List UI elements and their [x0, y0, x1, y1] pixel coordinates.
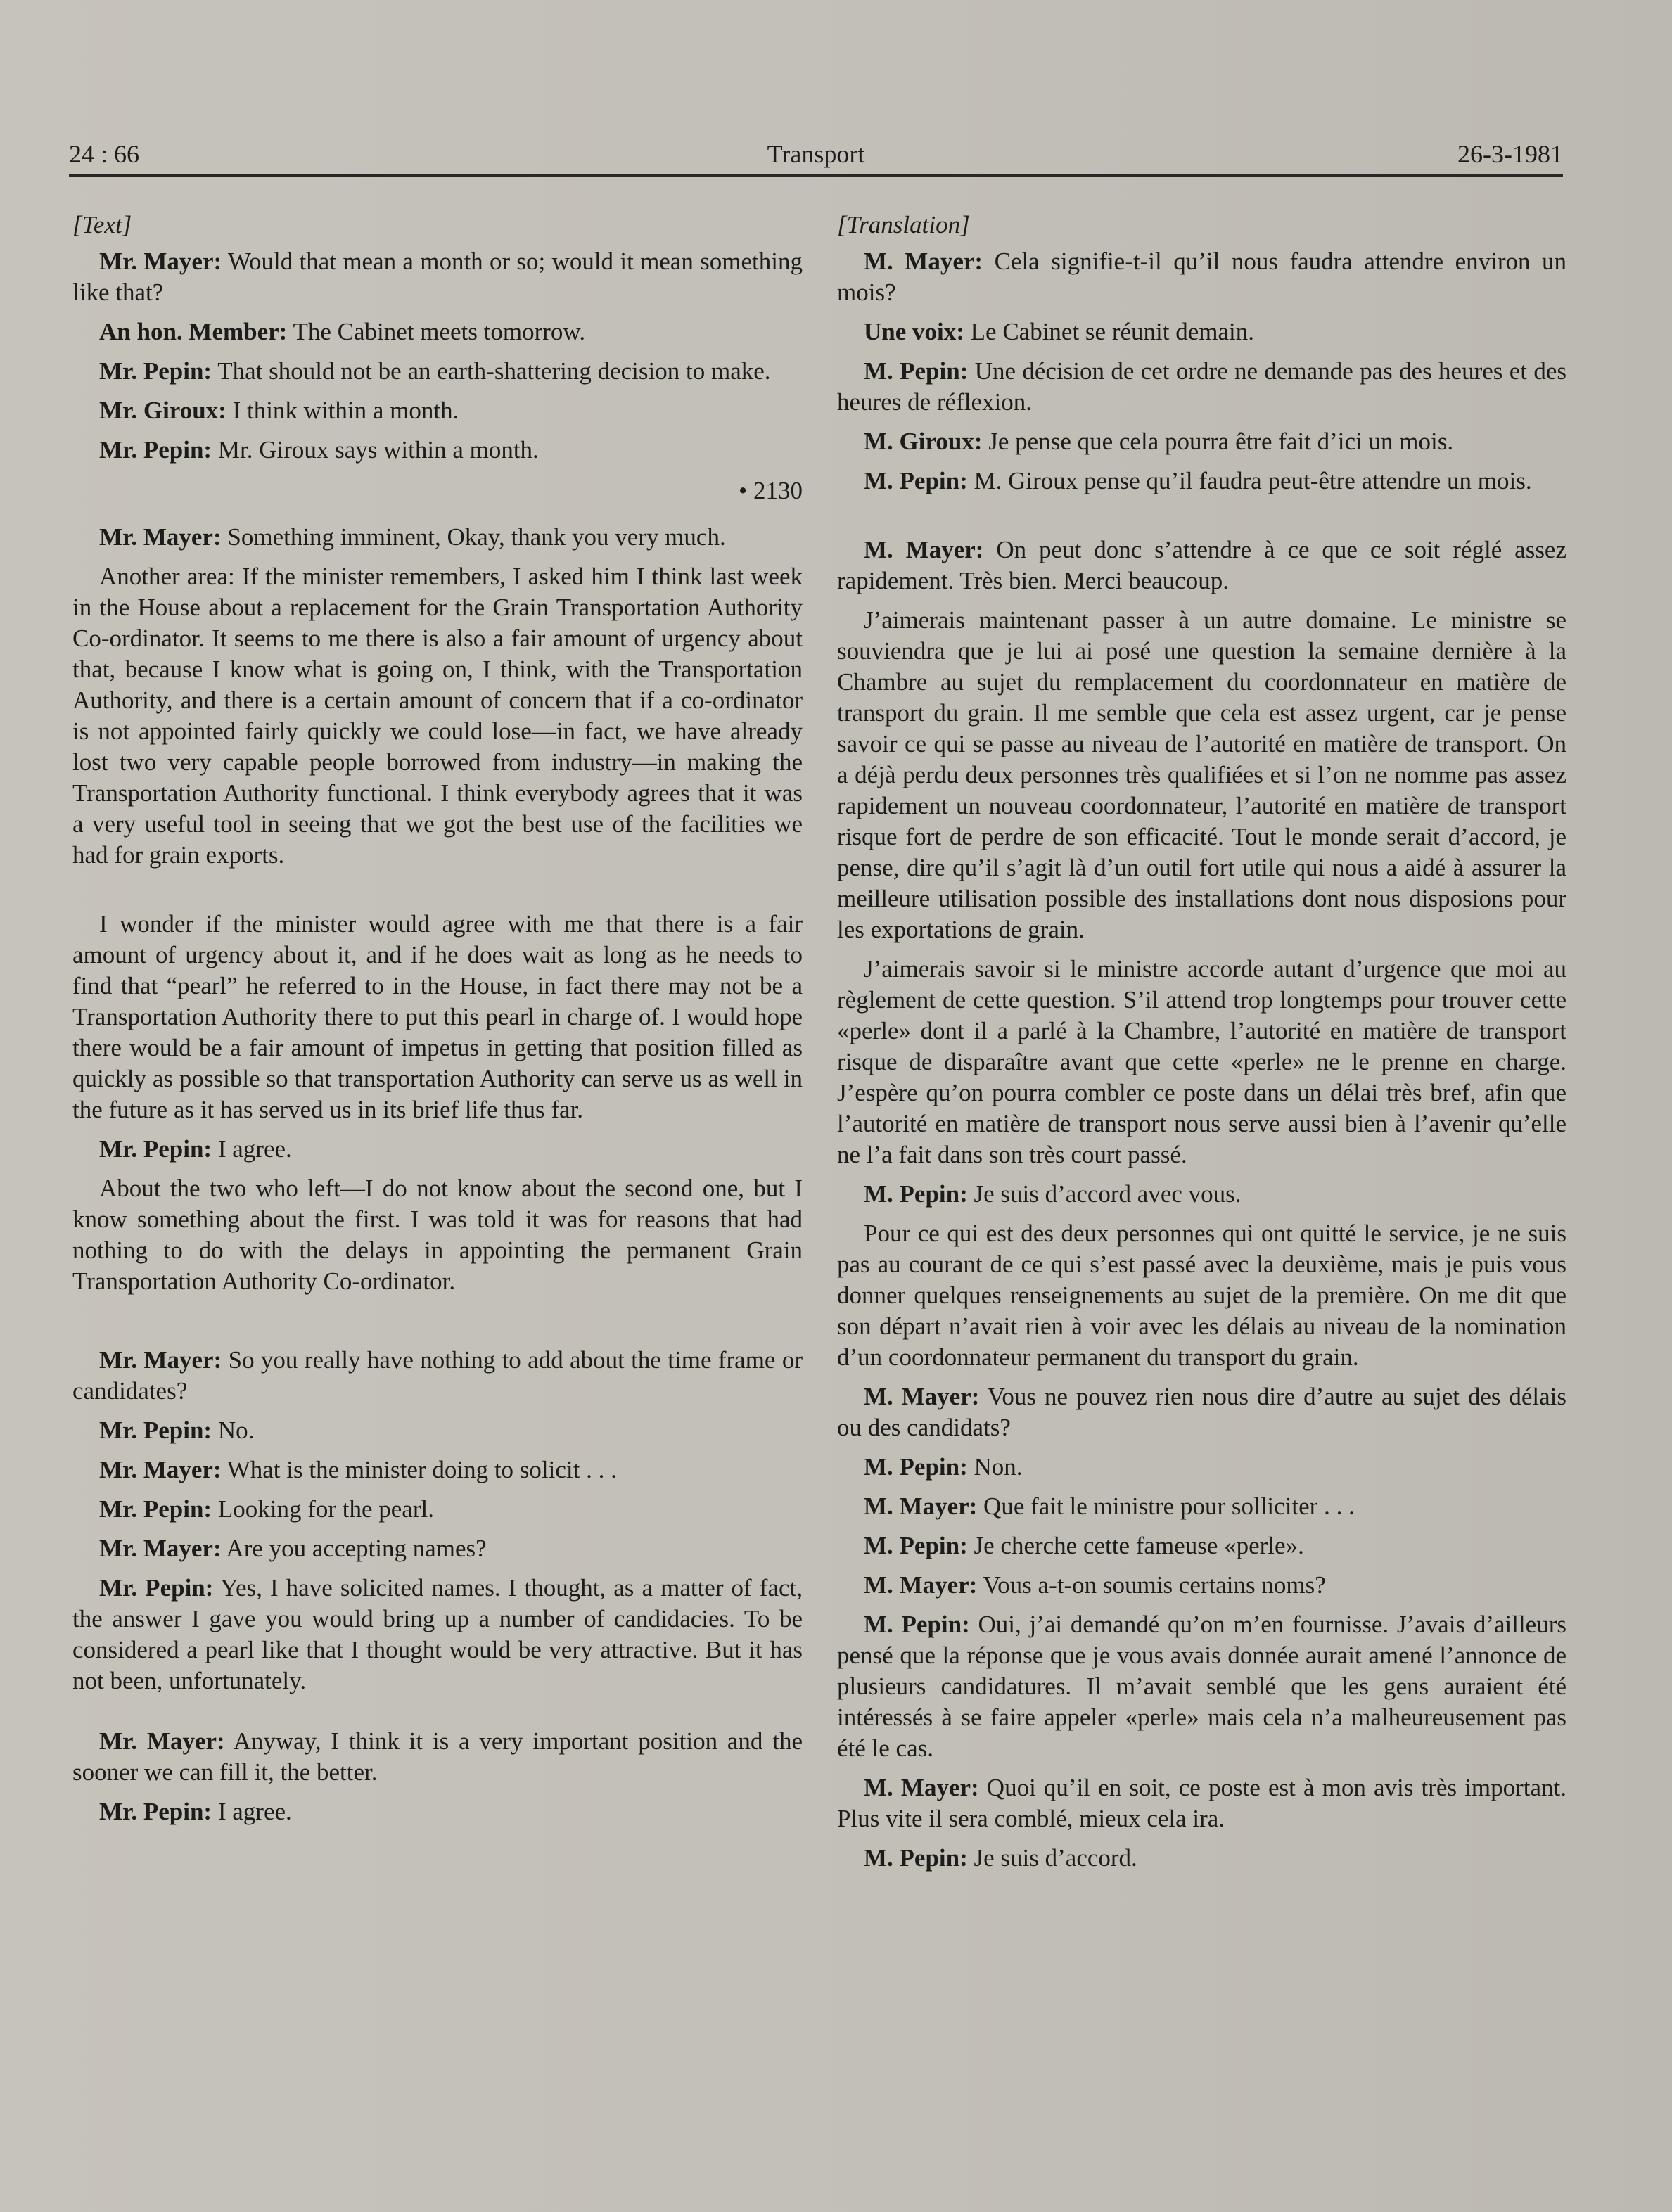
speech-paragraph — [837, 1179, 1566, 1210]
speech-paragraph — [837, 426, 1566, 457]
speech-paragraph — [837, 1381, 1566, 1443]
speaker-name: Mr. Pepin: — [99, 436, 212, 464]
spacer — [72, 1305, 803, 1345]
speech-paragraph — [72, 1134, 803, 1165]
time-marker: • 2130 — [738, 477, 803, 504]
speech-paragraph — [837, 535, 1566, 596]
speech-text: Oui, j’ai demandé qu’on m’en fournisse. J’avais d’ailleurs pensé que la réponse que je vous avais donnée aurait amené l’annonce de plusieurs candidatures. Il m’avait semblé que les gens auraient été intéressés à se faire appeler «perle» mais cela n’a malheureusement pas été le cas. — [837, 1611, 1566, 1762]
speaker-name: M. Mayer: — [864, 1492, 978, 1520]
speaker-name: M. Pepin: — [864, 1532, 968, 1559]
speaker-name: Mr. Giroux: — [99, 397, 226, 424]
speech-text: I agree. — [212, 1135, 292, 1163]
speech-paragraph — [72, 1415, 803, 1446]
speaker-name: Mr. Mayer: — [99, 523, 222, 551]
speaker-name: Mr. Mayer: — [99, 1535, 222, 1562]
speech-text: Mr. Giroux says within a month. — [212, 436, 539, 464]
speech-paragraph — [72, 522, 803, 553]
spacer — [72, 1705, 803, 1726]
speech-text: Vous ne pouvez rien nous dire d’autre au sujet des délais ou des candidats? — [837, 1383, 1566, 1441]
speech-text: Que fait le ministre pour solliciter . . . — [977, 1492, 1355, 1520]
language-tag: [Translation] — [837, 211, 970, 238]
speech-text: So you really have nothing to add about the time frame or candidates? — [72, 1346, 803, 1405]
speech-paragraph: J’aimerais maintenant passer à un autre domaine. Le ministre se souviendra que je lui ai posé une question la semaine dernière à la Chambre au sujet du remplacement du coordonnateur en matière de transport du grain. Il me semble que cela est assez urgent, car je pense savoir ce qui se passe au niveau de l’autorité en matière de transport. On a déjà perdu deux personnes très qualifiées et si l’on ne nomme pas assez rapidement un nouveau coordonnateur, l’autorité en matière de transport risque fort de perdre de son efficacité. Tout le monde serait d’accord, je pense, dire qu’il s’agit là d’un outil fort utile qui nous a aidé à assurer la meilleure utilisation possible des installations dont nous disposions pour les exportations de grain. — [837, 606, 1566, 943]
speaker-name: M. Pepin: — [864, 357, 969, 385]
speech-text: Yes, I have solicited names. I thought, as a matter of fact, the answer I gave you would bring up a number of candidacies. To be considered a pearl like that I thought would be very attractive. But it has not been, unfortunately. — [72, 1574, 803, 1694]
speech-paragraph — [72, 1573, 803, 1696]
speaker-name: M. Pepin: — [864, 1611, 970, 1638]
speech-text: That should not be an earth-shattering decision to make. — [212, 357, 771, 385]
speaker-name: Une voix: — [864, 318, 964, 345]
speech-paragraph — [72, 356, 803, 387]
speaker-name: Mr. Pepin: — [99, 1574, 214, 1602]
speech-paragraph: About the two who left—I do not know about the second one, but I know something about the first. I was told it was for reasons that had nothing to do with the delays in appointing the permanent Grain Transportation Authority Co-ordinator. — [72, 1175, 803, 1295]
speaker-name: Mr. Pepin: — [99, 1495, 212, 1523]
page-header — [69, 138, 1563, 177]
speech-paragraph — [72, 1455, 803, 1485]
speaker-name: M. Mayer: — [864, 536, 984, 563]
speech-text: Something imminent, Okay, thank you very much. — [221, 523, 726, 551]
speech-paragraph: J’aimerais savoir si le ministre accorde autant d’urgence que moi au règlement de cette question. S’il attend trop longtemps pour trouver cette «perle» dont il a parlé à la Chambre, l’autorité en matière de transport risque de disparaître avant que cette «perle» ne le prenne en charge. J’espère qu’on pourra combler ce poste dans un délai très bref, afin que l’autorité en matière de transport nous serve aussi bien à l’avenir qu’elle ne l’a fait dans son très court passé. — [837, 955, 1566, 1168]
speech-text: On peut donc s’attendre à ce que ce soit réglé assez rapidement. Très bien. Merci beaucoup. — [837, 536, 1567, 594]
speech-paragraph — [72, 1726, 803, 1788]
running-title: Transport — [767, 140, 865, 168]
speech-paragraph — [837, 1452, 1566, 1483]
speech-text: Looking for the pearl. — [212, 1495, 434, 1523]
speech-text: What is the minister doing to solicit . . . — [221, 1456, 617, 1483]
speech-text: Are you accepting names? — [221, 1535, 487, 1562]
speech-paragraph — [837, 356, 1566, 418]
sitting-date: 26-3-1981 — [1457, 140, 1563, 168]
speaker-name: Mr. Pepin: — [99, 1135, 212, 1163]
speaker-name: M. Pepin: — [864, 467, 968, 494]
speech-paragraph — [72, 1533, 803, 1564]
speech-text: Quoi qu’il en soit, ce poste est à mon avis très important. Plus vite il sera comblé, mieux cela ira. — [837, 1774, 1566, 1832]
speaker-name: M. Mayer: — [864, 1571, 978, 1599]
speech-paragraph: Another area: If the minister remembers, I asked him I think last week in the House about a replacement for the Grain Transportation Authority Co-ordinator. It seems to me there is also a fair amount of urgency about that, because I know what is going on, I think, with the Transportation Authority, and there is a certain amount of concern that if a co-ordinator is not appointed fairly quickly we could lose—in fact, we have already lost two very capable people borrowed from industry—in making the Transportation Authority functional. I think everybody agrees that it was a very useful tool in seeing that we got the best use of the facilities we had for grain exports. — [72, 563, 803, 869]
speaker-name: M. Pepin: — [864, 1180, 968, 1208]
speech-text: Cela signifie-t-il qu’il nous faudra attendre environ un mois? — [837, 248, 1566, 306]
speaker-name: M. Pepin: — [864, 1453, 968, 1481]
speech-paragraph — [837, 246, 1566, 308]
speech-text: Je pense que cela pourra être fait d’ici un mois. — [982, 428, 1454, 455]
speech-text: Vous a-t-on soumis certains noms? — [977, 1571, 1326, 1599]
speech-text: Anyway, I think it is a very important position and the sooner we can fill it, the better. — [72, 1727, 803, 1786]
speech-text: The Cabinet meets tomorrow. — [287, 318, 586, 345]
speech-paragraph — [837, 1491, 1566, 1522]
speech-paragraph — [72, 1494, 803, 1525]
speech-paragraph — [72, 435, 803, 466]
spacer — [72, 879, 803, 909]
speaker-name: Mr. Mayer: — [99, 1727, 225, 1755]
speaker-name: M. Mayer: — [864, 1383, 980, 1410]
speaker-name: Mr. Pepin: — [99, 357, 212, 385]
speaker-name: M. Pepin: — [864, 1844, 968, 1872]
speaker-name: Mr. Mayer: — [99, 248, 222, 275]
speech-text: Non. — [967, 1453, 1023, 1481]
speech-paragraph — [837, 466, 1566, 497]
speech-paragraph — [837, 1530, 1566, 1561]
speech-paragraph — [837, 1609, 1566, 1764]
speech-text: Je suis d’accord. — [967, 1844, 1137, 1872]
speech-text: M. Giroux pense qu’il faudra peut-être attendre un mois. — [967, 467, 1532, 494]
speech-paragraph — [837, 1843, 1566, 1874]
speech-paragraph — [837, 1772, 1566, 1834]
french-column — [837, 210, 1566, 1882]
speech-paragraph — [72, 395, 803, 426]
language-tag: [Text] — [72, 211, 132, 238]
speech-text: Would that mean a month or so; would it mean something like that? — [72, 248, 803, 306]
speaker-name: Mr. Mayer: — [99, 1456, 222, 1483]
speech-paragraph: Pour ce qui est des deux personnes qui ont quitté le service, je ne suis pas au courant de ce qui s’est passé avec la deuxième, mais je puis vous donner quelques renseignements au sujet de la première. On me dit que son départ n’avait rien à voir avec les délais au niveau de la nomination d’un coordonnateur permanent du transport du grain. — [837, 1220, 1566, 1371]
speech-text: Je cherche cette fameuse «perle». — [967, 1532, 1304, 1559]
speech-paragraph: I wonder if the minister would agree with me that there is a fair amount of urgency about it, and if he does wait as long as he needs to find that “pearl” he referred to in the House, in fact there may not be a Transportation Authority there to put this pearl in charge of. I would hope there would be a fair amount of impetus in getting that position filled as quickly as possible so that transportation Authority can serve us as well in the future as it has served us in its brief life thus far. — [72, 910, 803, 1123]
speech-text: I think within a month. — [226, 397, 459, 424]
speech-paragraph — [72, 317, 803, 347]
speech-paragraph — [72, 1796, 803, 1827]
english-column — [72, 210, 803, 1836]
speech-text: No. — [212, 1417, 255, 1444]
speaker-name: M. Giroux: — [864, 428, 983, 455]
speech-paragraph — [72, 246, 803, 308]
speaker-name: Mr. Pepin: — [99, 1417, 212, 1444]
speaker-name: M. Mayer: — [864, 1774, 979, 1801]
speech-text: Une décision de cet ordre ne demande pas des heures et des heures de réflexion. — [837, 357, 1566, 416]
speaker-name: Mr. Mayer: — [99, 1346, 222, 1374]
speech-paragraph — [72, 1345, 803, 1407]
spacer — [837, 505, 1566, 535]
speaker-name: An hon. Member: — [99, 318, 288, 345]
speech-text: Je suis d’accord avec vous. — [967, 1180, 1242, 1208]
page-number: 24 : 66 — [69, 140, 140, 168]
speaker-name: Mr. Pepin: — [99, 1798, 212, 1825]
speech-text: Le Cabinet se réunit demain. — [964, 318, 1254, 345]
speaker-name: M. Mayer: — [864, 248, 983, 275]
speech-paragraph — [837, 1570, 1566, 1601]
speech-text: I agree. — [212, 1798, 292, 1825]
speech-paragraph — [837, 317, 1566, 347]
